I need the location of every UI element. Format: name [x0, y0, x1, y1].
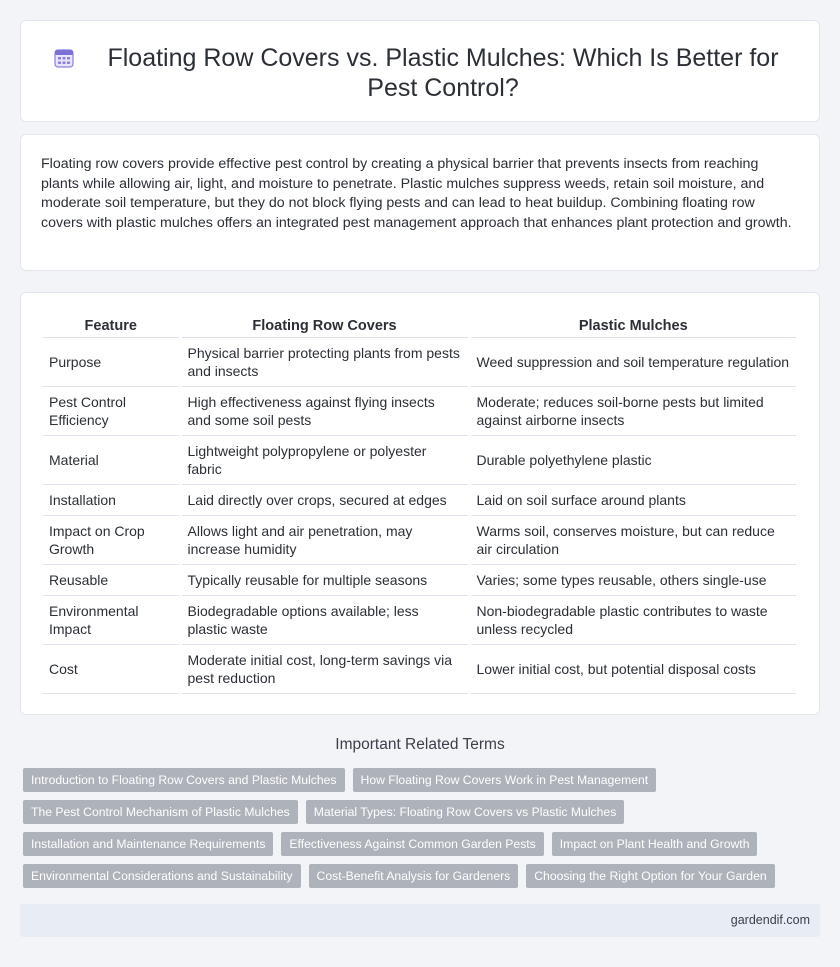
tag-row: [23, 800, 823, 824]
header-plastic-mulches: Plastic Mulches: [469, 315, 798, 338]
footer-site-link[interactable]: gardendif.com: [730, 913, 810, 927]
comparison-table: [43, 315, 799, 694]
header-feature: Feature: [43, 315, 180, 338]
related-term-tag[interactable]: How Floating Row Covers Work in Pest Management: [353, 768, 657, 792]
plastic-mulch-cell: Weed suppression and soil temperature regulation: [469, 338, 798, 387]
related-term-tag[interactable]: Installation and Maintenance Requirements: [23, 832, 273, 856]
plastic-mulch-cell: Non-biodegradable plastic contributes to waste unless recycled: [469, 596, 798, 645]
table-row: [43, 485, 798, 516]
row-cover-cell: Physical barrier protecting plants from pests and insects: [180, 338, 469, 387]
intro-card: [20, 134, 820, 271]
row-cover-cell: Laid directly over crops, secured at edges: [180, 485, 469, 516]
plastic-mulch-cell: Durable polyethylene plastic: [469, 436, 798, 485]
feature-cell: Reusable: [43, 565, 180, 596]
plastic-mulch-cell: Laid on soil surface around plants: [469, 485, 798, 516]
related-term-tag[interactable]: Environmental Considerations and Sustainability: [23, 864, 301, 888]
tag-row: [23, 832, 823, 856]
tag-row: [23, 864, 823, 888]
comparison-card: [20, 292, 820, 715]
feature-cell: Purpose: [43, 338, 180, 387]
intro-paragraph: Floating row covers provide effective pest control by creating a physical barrier that prevents insects from reaching plants while allowing air, light, and moisture to penetrate. Plastic mulches suppress weeds, retain soil moisture, and moderate soil temperature, but they do not block flying pests and can lead to heat buildup. Combining floating row covers with plastic mulches offers an integrated pest management approach that enhances plant protection and growth.: [41, 156, 792, 231]
related-term-tag[interactable]: Choosing the Right Option for Your Garden: [526, 864, 774, 888]
header-floating-row-covers: Floating Row Covers: [180, 315, 469, 338]
table-row: [43, 565, 798, 596]
title-card: [20, 20, 820, 122]
table-row: [43, 338, 798, 387]
row-cover-cell: Typically reusable for multiple seasons: [180, 565, 469, 596]
table-row: [43, 516, 798, 565]
table-header-row: [43, 315, 798, 338]
feature-cell: Environmental Impact: [43, 596, 180, 645]
row-cover-cell: Allows light and air penetration, may increase humidity: [180, 516, 469, 565]
plastic-mulch-cell: Lower initial cost, but potential disposal costs: [469, 645, 798, 694]
related-terms-list: [23, 768, 823, 896]
related-term-tag[interactable]: The Pest Control Mechanism of Plastic Mulches: [23, 800, 298, 824]
row-cover-cell: High effectiveness against flying insects and some soil pests: [180, 387, 469, 436]
footer: [20, 904, 820, 937]
row-cover-cell: Biodegradable options available; less plastic waste: [180, 596, 469, 645]
feature-cell: Installation: [43, 485, 180, 516]
plastic-mulch-cell: Moderate; reduces soil-borne pests but limited against airborne insects: [469, 387, 798, 436]
table-row: [43, 645, 798, 694]
plastic-mulch-cell: Warms soil, conserves moisture, but can reduce air circulation: [469, 516, 798, 565]
related-terms-heading: Important Related Terms: [335, 736, 505, 753]
feature-cell: Impact on Crop Growth: [43, 516, 180, 565]
title-wrap: [61, 43, 799, 103]
table-row: [43, 596, 798, 645]
table-row: [43, 387, 798, 436]
row-cover-cell: Lightweight polypropylene or polyester fabric: [180, 436, 469, 485]
page-title: Floating Row Covers vs. Plastic Mulches: Which Is Better for Pest Control?: [107, 44, 779, 102]
feature-cell: Pest Control Efficiency: [43, 387, 180, 436]
feature-cell: Material: [43, 436, 180, 485]
related-term-tag[interactable]: Cost-Benefit Analysis for Gardeners: [309, 864, 519, 888]
plastic-mulch-cell: Varies; some types reusable, others single-use: [469, 565, 798, 596]
table-row: [43, 436, 798, 485]
related-term-tag[interactable]: Impact on Plant Health and Growth: [552, 832, 758, 856]
feature-cell: Cost: [43, 645, 180, 694]
row-cover-cell: Moderate initial cost, long-term savings via pest reduction: [180, 645, 469, 694]
related-term-tag[interactable]: Introduction to Floating Row Covers and Plastic Mulches: [23, 768, 345, 792]
related-term-tag[interactable]: Effectiveness Against Common Garden Pests: [281, 832, 543, 856]
tag-row: [23, 768, 823, 792]
related-term-tag[interactable]: Material Types: Floating Row Covers vs Plastic Mulches: [306, 800, 625, 824]
